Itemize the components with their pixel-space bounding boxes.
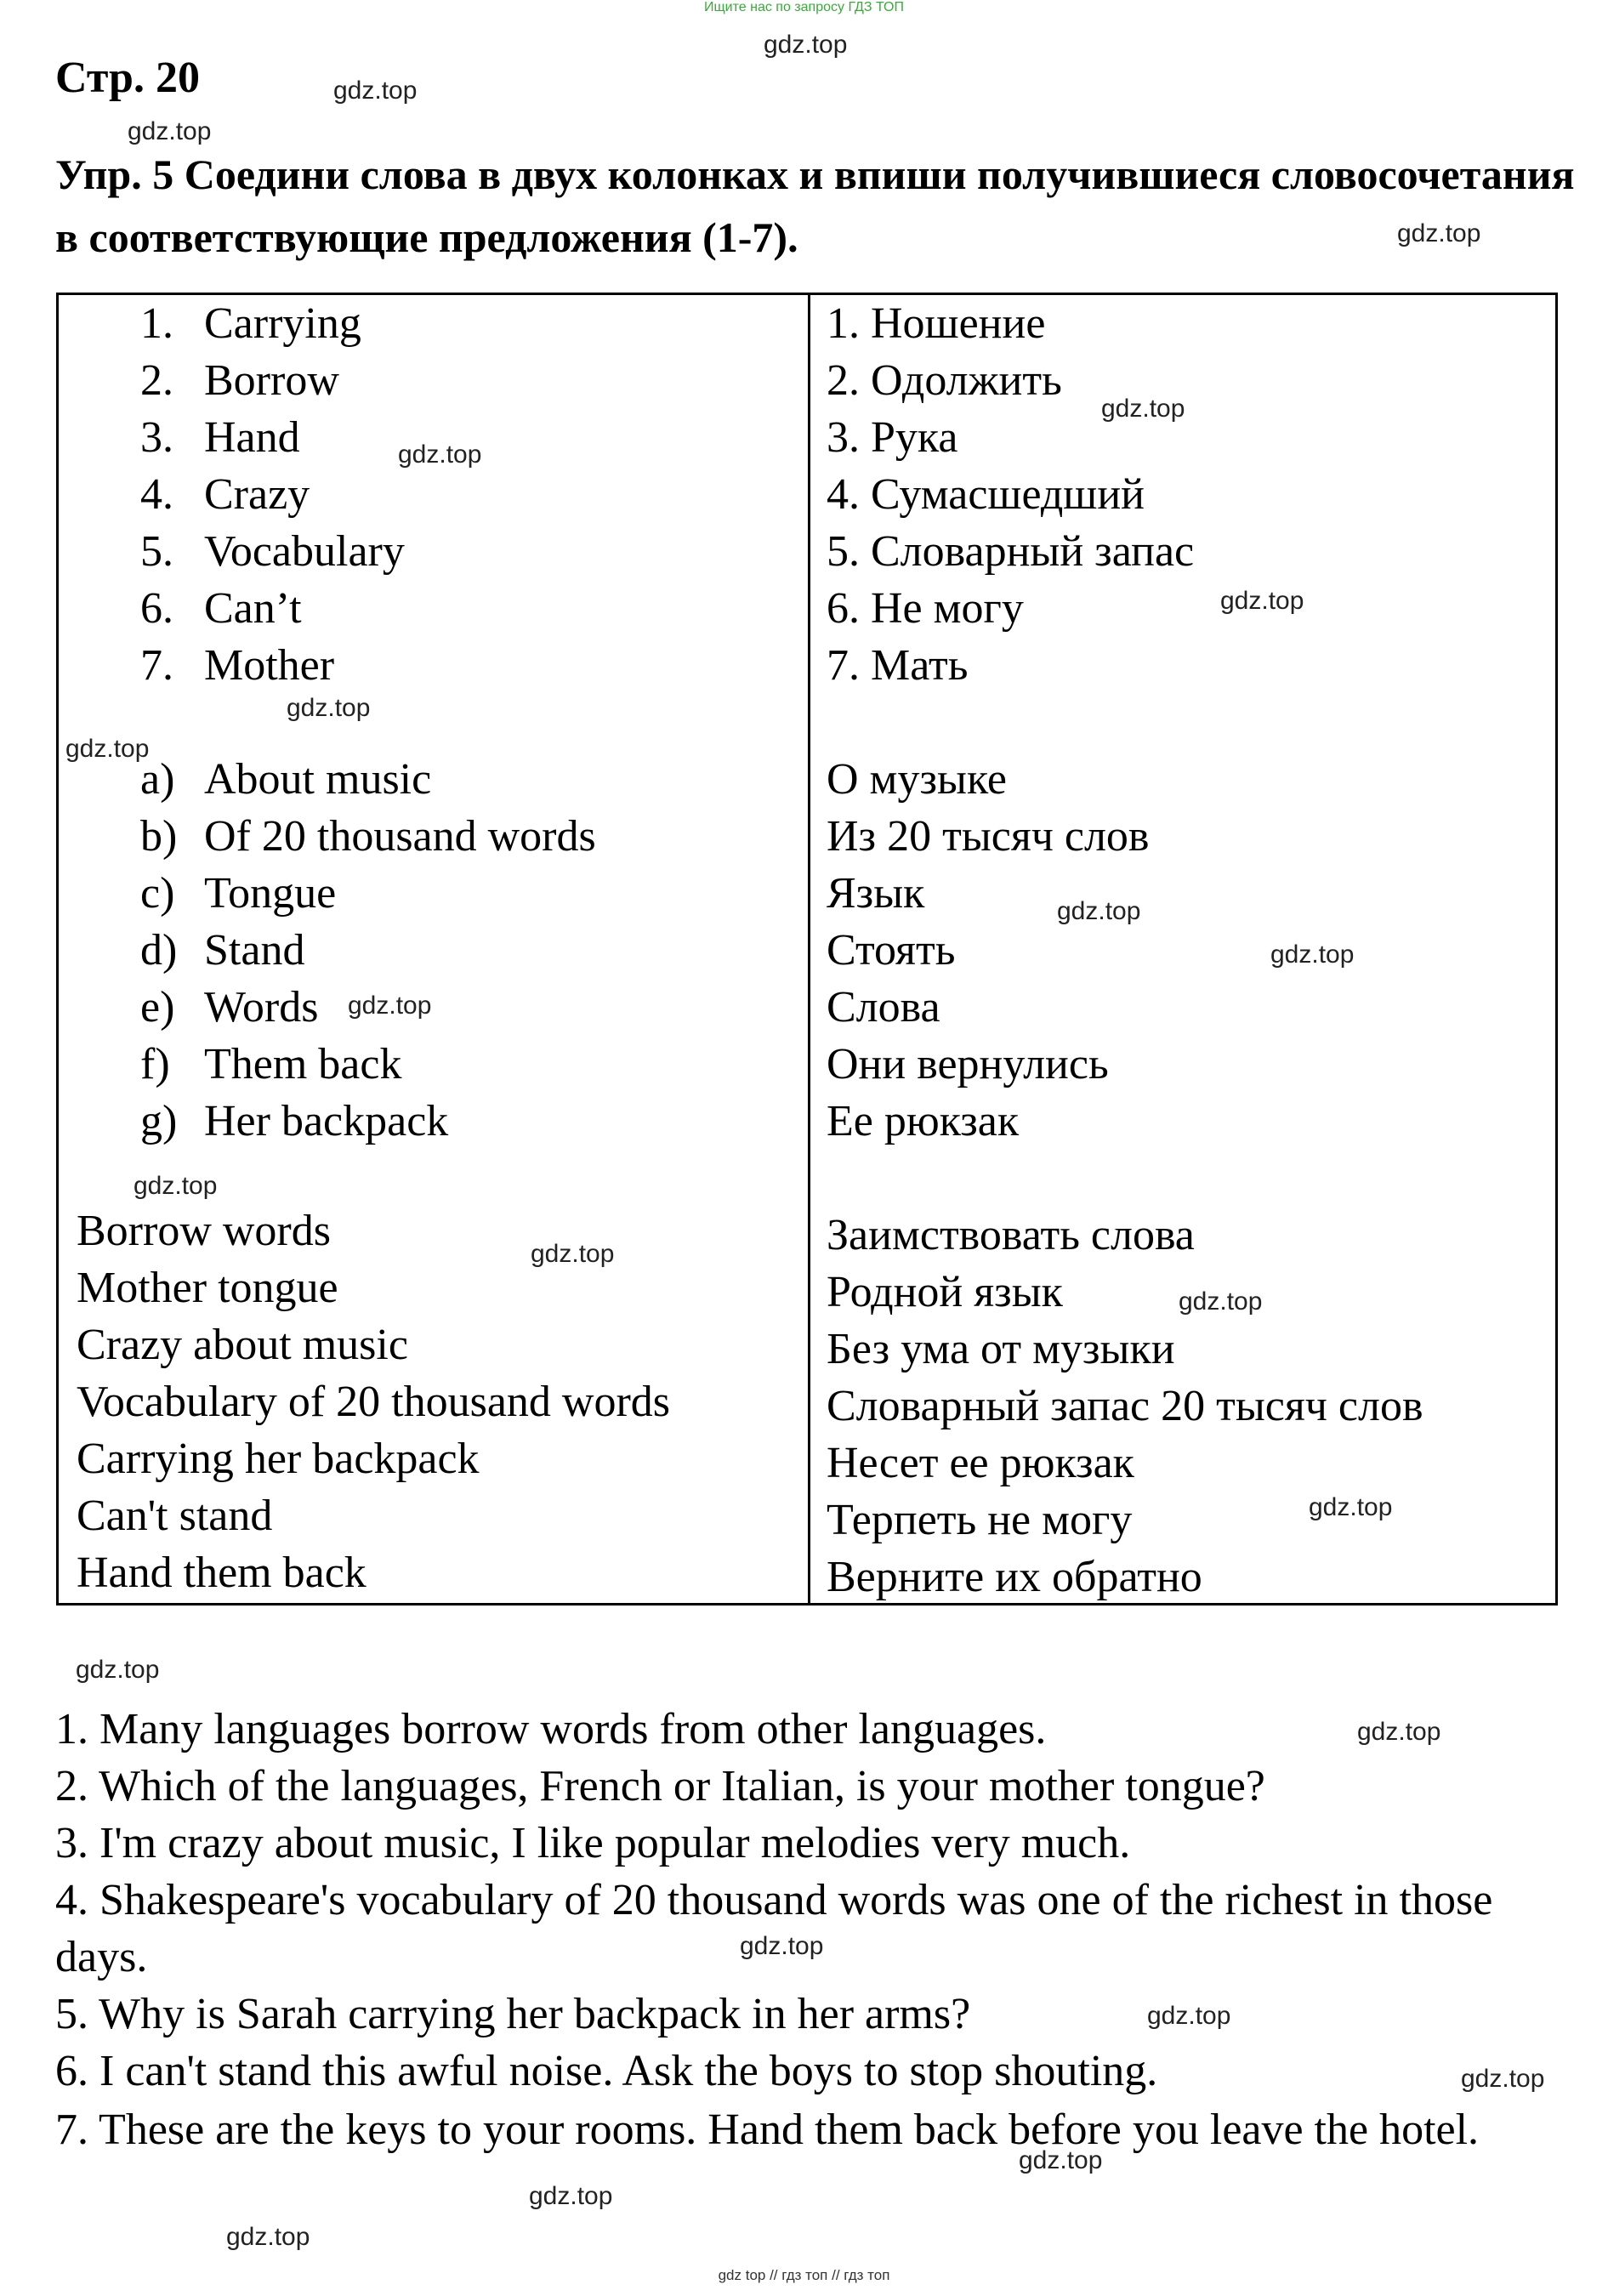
- watermark: gdz.top: [333, 77, 418, 105]
- watermark: gdz.top: [1179, 1287, 1263, 1316]
- list-item: f) Them back: [140, 1040, 402, 1088]
- list-item: b) Of 20 thousand words: [140, 812, 596, 861]
- watermark: gdz.top: [531, 1240, 615, 1268]
- list-item: 2. Одолжить: [827, 356, 1062, 405]
- list-item: 6. Can’t: [140, 584, 302, 633]
- list-item: Vocabulary of 20 thousand words: [77, 1378, 671, 1426]
- list-item: 3. Рука: [827, 413, 958, 462]
- watermark: gdz.top: [128, 117, 212, 145]
- table-divider: [808, 293, 810, 1605]
- sentence: 2. Which of the languages, French or Italian, is your mother tongue?: [55, 1762, 1265, 1810]
- list-item: Стоять: [827, 926, 956, 975]
- watermark: gdz.top: [134, 1172, 218, 1200]
- answer-sentences: [55, 1701, 1569, 2161]
- list-item: 3. Hand: [140, 413, 300, 462]
- sentence: 4. Shakespeare's vocabulary of 20 thousand words was one of the richest in those days.: [55, 1876, 1493, 1981]
- watermark: gdz.top: [1057, 897, 1141, 925]
- list-item: Carrying her backpack: [77, 1435, 480, 1483]
- watermark: gdz.top: [764, 31, 848, 59]
- list-item: Терпеть не могу: [827, 1496, 1133, 1544]
- list-item: Can't stand: [77, 1492, 273, 1540]
- list-item: 4. Crazy: [140, 470, 310, 519]
- list-item: 2. Borrow: [140, 356, 339, 405]
- top-notice: Ищите нас по запросу ГДЗ ТОП: [704, 0, 904, 14]
- page-number: Стр. 20: [55, 54, 200, 102]
- list-item: 6. Не могу: [827, 584, 1024, 633]
- list-item: Верните их обратно: [827, 1553, 1202, 1601]
- list-item: Родной язык: [827, 1268, 1063, 1316]
- list-item: 7. Mother: [140, 641, 335, 690]
- list-item: Несет ее рюкзак: [827, 1439, 1134, 1487]
- list-item: d) Stand: [140, 926, 305, 975]
- list-item: Язык: [827, 869, 925, 918]
- list-item: 1. Carrying: [140, 299, 361, 348]
- watermark: gdz.top: [529, 2182, 613, 2210]
- list-item: g) Her backpack: [140, 1097, 449, 1145]
- list-item: 7. Мать: [827, 641, 969, 690]
- list-item: 4. Сумасшедший: [827, 470, 1145, 519]
- watermark: gdz.top: [398, 440, 482, 469]
- list-item: Hand them back: [77, 1549, 366, 1597]
- list-item: Слова: [827, 983, 940, 1031]
- list-item: Mother tongue: [77, 1264, 338, 1312]
- watermark: gdz.top: [740, 1932, 824, 1960]
- list-item: Crazy about music: [77, 1321, 408, 1369]
- watermark: gdz.top: [76, 1656, 160, 1684]
- list-item: Ее рюкзак: [827, 1097, 1020, 1145]
- watermark: gdz.top: [348, 992, 432, 1020]
- list-item: Словарный запас 20 тысяч слов: [827, 1382, 1423, 1430]
- sentence: 3. I'm crazy about music, I like popular melodies very much.: [55, 1819, 1131, 1867]
- list-item: Из 20 тысяч слов: [827, 812, 1150, 861]
- watermark: gdz.top: [1101, 395, 1185, 423]
- list-item: c) Tongue: [140, 869, 337, 918]
- list-item: 1. Ношение: [827, 299, 1046, 348]
- watermark: gdz.top: [65, 735, 150, 763]
- watermark: gdz.top: [1019, 2146, 1103, 2174]
- watermark: gdz.top: [287, 694, 371, 722]
- list-item: 5. Словарный запас: [827, 527, 1195, 576]
- list-item: a) About music: [140, 755, 432, 804]
- watermark: gdz.top: [1309, 1493, 1393, 1521]
- sentence: 7. These are the keys to your rooms. Hand them back before you leave the hotel.: [55, 2106, 1480, 2154]
- watermark: gdz.top: [1357, 1718, 1441, 1746]
- watermark: gdz.top: [1270, 941, 1355, 969]
- watermark: gdz.top: [1220, 587, 1304, 615]
- watermark: gdz.top: [1147, 2002, 1231, 2030]
- list-item: Без ума от музыки: [827, 1325, 1175, 1373]
- list-item: Заимствовать слова: [827, 1211, 1195, 1259]
- sentence: 6. I can't stand this awful noise. Ask the boys to stop shouting.: [55, 2047, 1158, 2095]
- exercise-title: Упр. 5 Соедини слова в двух колонках и впиши получившиеся словосочетания в соответствующие предложения (1-7).: [55, 151, 1575, 261]
- watermark: gdz.top: [226, 2223, 310, 2251]
- sentence: 1. Many languages borrow words from other languages.: [55, 1705, 1047, 1753]
- watermark: gdz.top: [1461, 2065, 1545, 2093]
- watermark: gdz.top: [1397, 219, 1481, 247]
- footer-watermark: gdz top // гдз топ // гдз топ: [718, 2267, 890, 2283]
- list-item: О музыке: [827, 755, 1007, 804]
- list-item: Они вернулись: [827, 1040, 1109, 1088]
- list-item: Borrow words: [77, 1207, 331, 1255]
- sentence: 5. Why is Sarah carrying her backpack in her arms?: [55, 1990, 971, 2038]
- list-item: e) Words: [140, 983, 319, 1031]
- list-item: 5. Vocabulary: [140, 527, 405, 576]
